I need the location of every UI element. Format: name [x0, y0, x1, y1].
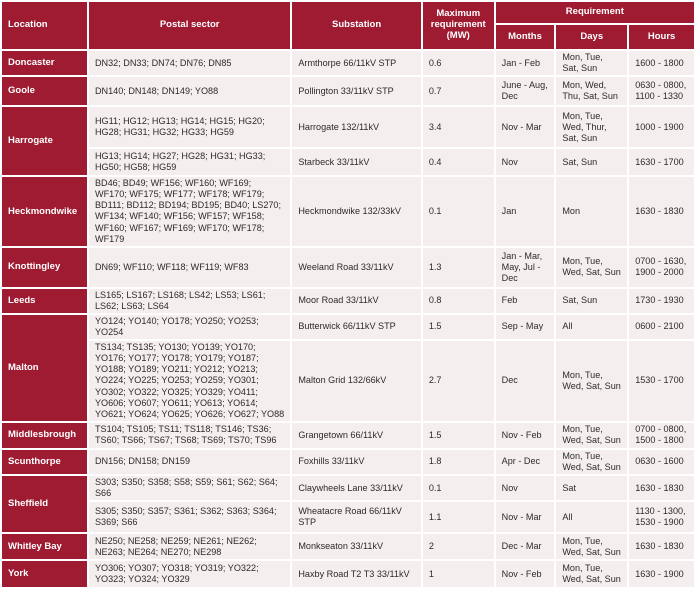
mw-cell: 0.1: [423, 177, 494, 246]
location-cell: Whitley Bay: [2, 534, 87, 559]
hours-cell: 1600 - 1800: [629, 51, 694, 75]
postal-sector-cell: TS134; TS135; YO130; YO139; YO170; YO176; YO177; YO178; YO179; YO187; YO188; YO189; YO211; YO212; YO213; YO224; YO225; YO253; YO259; YO301; YO302; YO322; YO325; YO329; YO411; YO606; YO607; YO611; YO613; YO614; YO621; YO624; YO625; YO626; YO627; YO88: [89, 341, 290, 421]
table-row: [2, 534, 694, 559]
mw-cell: 1: [423, 561, 494, 587]
days-cell: Sat: [556, 476, 627, 500]
substation-cell: Heckmondwike 132/33kV: [292, 177, 421, 246]
months-cell: Nov: [496, 149, 555, 175]
substation-cell: Haxby Road T2 T3 33/11kV: [292, 561, 421, 587]
table-row: [2, 502, 694, 532]
hours-cell: 1530 - 1700: [629, 341, 694, 421]
table-row: [2, 107, 694, 147]
months-cell: Nov - Mar: [496, 107, 555, 147]
table-row: [2, 289, 694, 313]
postal-sector-cell: S305; S350; S357; S361; S362; S363; S364; S369; S66: [89, 502, 290, 532]
substation-cell: Claywheels Lane 33/11kV: [292, 476, 421, 500]
location-cell: Harrogate: [2, 107, 87, 175]
postal-sector-cell: BD46; BD49; WF156; WF160; WF169; WF170; WF175; WF177; WF178; WF179; BD111; BD112; BD194; BD195; BD40; LS270; WF134; WF140; WF156; WF157; WF158; WF160; WF167; WF169; WF170; WF178; WF179: [89, 177, 290, 246]
location-cell: Middlesbrough: [2, 423, 87, 448]
mw-cell: 0.6: [423, 51, 494, 75]
table-row: [2, 561, 694, 587]
days-cell: Mon, Tue, Wed, Sat, Sun: [556, 450, 627, 474]
days-header: Days: [556, 25, 627, 49]
days-cell: Mon, Tue, Wed, Sat, Sun: [556, 561, 627, 587]
mw-cell: 1.5: [423, 423, 494, 448]
months-cell: Nov - Feb: [496, 561, 555, 587]
hours-header: Hours: [629, 25, 694, 49]
hours-cell: 0700 - 1630, 1900 - 2000: [629, 248, 694, 287]
location-cell: Sheffield: [2, 476, 87, 532]
location-cell: Scunthorpe: [2, 450, 87, 474]
months-cell: Jan: [496, 177, 555, 246]
hours-cell: 1630 - 1700: [629, 149, 694, 175]
hours-cell: 1630 - 1900: [629, 561, 694, 587]
substation-cell: Butterwick 66/11kV STP: [292, 315, 421, 339]
months-cell: Jan - Mar, May, Jul - Dec: [496, 248, 555, 287]
substation-cell: Monkseaton 33/11kV: [292, 534, 421, 559]
days-cell: Sat, Sun: [556, 149, 627, 175]
postal-sector-cell: S303; S350; S358; S58; S59; S61; S62; S64; S66: [89, 476, 290, 500]
postal-sector-header: Postal sector: [89, 2, 290, 49]
postal-sector-cell: HG13; HG14; HG27; HG28; HG31; HG33; HG50; HG58; HG59: [89, 149, 290, 175]
postal-sector-cell: DN140; DN148; DN149; YO88: [89, 77, 290, 105]
substation-cell: Wheatacre Road 66/11kV STP: [292, 502, 421, 532]
postal-sector-cell: HG11; HG12; HG13; HG14; HG15; HG20; HG28; HG31; HG32; HG33; HG59: [89, 107, 290, 147]
location-cell: Heckmondwike: [2, 177, 87, 246]
days-cell: Mon, Tue, Wed, Thur, Sat, Sun: [556, 107, 627, 147]
hours-cell: 0630 - 1600: [629, 450, 694, 474]
table-row: [2, 177, 694, 246]
location-cell: Doncaster: [2, 51, 87, 75]
table-row: [2, 51, 694, 75]
mw-cell: 1.1: [423, 502, 494, 532]
months-cell: Feb: [496, 289, 555, 313]
substation-cell: Pollington 33/11kV STP: [292, 77, 421, 105]
table-row: [2, 450, 694, 474]
location-cell: Malton: [2, 315, 87, 421]
months-cell: Sep - May: [496, 315, 555, 339]
substation-cell: Harrogate 132/11kV: [292, 107, 421, 147]
days-cell: Mon, Tue, Wed, Sat, Sun: [556, 248, 627, 287]
days-cell: Mon, Tue, Sat, Sun: [556, 51, 627, 75]
hours-cell: 1000 - 1900: [629, 107, 694, 147]
table-row: [2, 341, 694, 421]
table-row: [2, 423, 694, 448]
substation-cell: Malton Grid 132/66kV: [292, 341, 421, 421]
months-cell: June - Aug, Dec: [496, 77, 555, 105]
substation-cell: Foxhills 33/11kV: [292, 450, 421, 474]
days-cell: Mon, Wed, Thu, Sat, Sun: [556, 77, 627, 105]
table-row: [2, 476, 694, 500]
substation-cell: Weeland Road 33/11kV: [292, 248, 421, 287]
months-cell: Nov - Feb: [496, 423, 555, 448]
days-cell: Mon, Tue, Wed, Sat, Sun: [556, 423, 627, 448]
mw-cell: 0.7: [423, 77, 494, 105]
days-cell: Sat, Sun: [556, 289, 627, 313]
location-cell: Leeds: [2, 289, 87, 313]
months-cell: Dec - Mar: [496, 534, 555, 559]
mw-cell: 1.5: [423, 315, 494, 339]
hours-cell: 0630 - 0800, 1100 - 1330: [629, 77, 694, 105]
postal-sector-cell: DN69; WF110; WF118; WF119; WF83: [89, 248, 290, 287]
months-cell: Nov: [496, 476, 555, 500]
postal-sector-cell: YO306; YO307; YO318; YO319; YO322; YO323; YO324; YO329: [89, 561, 290, 587]
postal-sector-cell: DN32; DN33; DN74; DN76; DN85: [89, 51, 290, 75]
months-cell: Apr - Dec: [496, 450, 555, 474]
months-cell: Dec: [496, 341, 555, 421]
mw-cell: 3.4: [423, 107, 494, 147]
mw-cell: 0.4: [423, 149, 494, 175]
postal-sector-cell: DN156; DN158; DN159: [89, 450, 290, 474]
substation-header: Substation: [292, 2, 421, 49]
max-requirement-header: Maximum requirement (MW): [423, 2, 494, 49]
days-cell: Mon: [556, 177, 627, 246]
substation-cell: Armthorpe 66/11kV STP: [292, 51, 421, 75]
months-cell: Nov - Mar: [496, 502, 555, 532]
hours-cell: 1130 - 1300, 1530 - 1900: [629, 502, 694, 532]
requirement-header: Requirement: [496, 2, 694, 23]
days-cell: Mon, Tue, Wed, Sat, Sun: [556, 341, 627, 421]
substation-cell: Grangetown 66/11kV: [292, 423, 421, 448]
location-cell: Goole: [2, 77, 87, 105]
mw-cell: 2.7: [423, 341, 494, 421]
mw-cell: 1.8: [423, 450, 494, 474]
mw-cell: 0.8: [423, 289, 494, 313]
postal-sector-cell: YO124; YO140; YO178; YO250; YO253; YO254: [89, 315, 290, 339]
location-header: Location: [2, 2, 87, 49]
mw-cell: 2: [423, 534, 494, 559]
table-body: [2, 51, 694, 587]
postal-sector-cell: LS165; LS167; LS168; LS42; LS53; LS61; LS62; LS63; LS64: [89, 289, 290, 313]
hours-cell: 1730 - 1930: [629, 289, 694, 313]
days-cell: Mon, Tue, Wed, Sat, Sun: [556, 534, 627, 559]
location-cell: York: [2, 561, 87, 587]
location-cell: Knottingley: [2, 248, 87, 287]
mw-cell: 1.3: [423, 248, 494, 287]
substation-cell: Starbeck 33/11kV: [292, 149, 421, 175]
mw-cell: 0.1: [423, 476, 494, 500]
table-header: [2, 2, 694, 49]
table-row: [2, 315, 694, 339]
postal-sector-cell: NE250; NE258; NE259; NE261; NE262; NE263; NE264; NE270; NE298: [89, 534, 290, 559]
postal-sector-cell: TS104; TS105; TS11; TS118; TS146; TS36; TS60; TS66; TS67; TS68; TS69; TS70; TS96: [89, 423, 290, 448]
hours-cell: 0700 - 0800, 1500 - 1800: [629, 423, 694, 448]
hours-cell: 0600 - 2100: [629, 315, 694, 339]
table-row: [2, 77, 694, 105]
substation-cell: Moor Road 33/11kV: [292, 289, 421, 313]
table-row: [2, 149, 694, 175]
hours-cell: 1630 - 1830: [629, 534, 694, 559]
months-cell: Jan - Feb: [496, 51, 555, 75]
hours-cell: 1630 - 1830: [629, 177, 694, 246]
days-cell: All: [556, 315, 627, 339]
table-row: [2, 248, 694, 287]
days-cell: All: [556, 502, 627, 532]
months-header: Months: [496, 25, 555, 49]
hours-cell: 1630 - 1830: [629, 476, 694, 500]
